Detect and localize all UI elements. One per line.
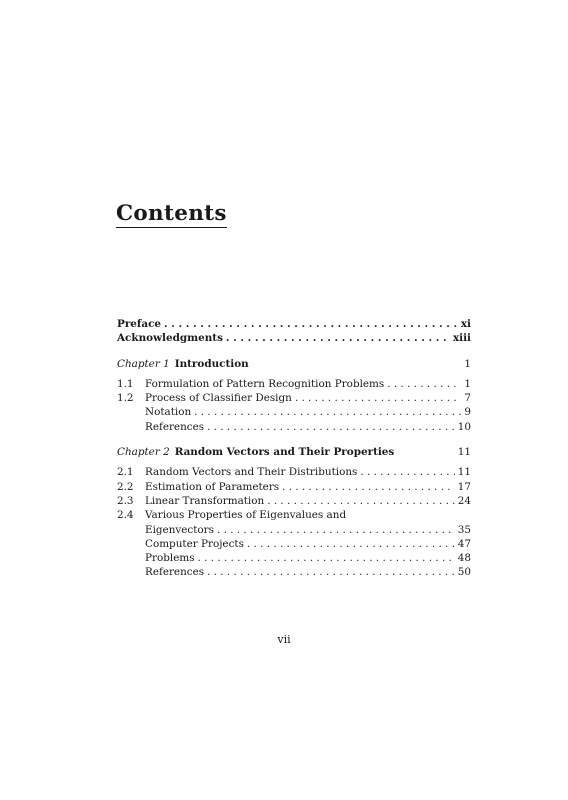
toc-entry-2-2[interactable] — [117, 480, 471, 494]
toc-entry-page: 11 — [457, 466, 471, 479]
toc-entry-page: 10 — [457, 420, 471, 433]
chapter-page: 11 — [457, 446, 471, 459]
toc-entry-acknowledgments[interactable] — [117, 331, 471, 345]
chapter-page: 1 — [464, 357, 471, 370]
toc-entry-notation[interactable] — [117, 405, 471, 419]
dot-leader — [198, 551, 455, 565]
chapter-title: Introduction — [174, 357, 249, 370]
toc-entry-references-ch1[interactable] — [117, 420, 471, 434]
toc-entry-title: Estimation of Parameters — [145, 480, 280, 493]
dot-leader — [226, 331, 450, 345]
toc-entry-page: 50 — [457, 566, 471, 579]
toc-entry-2-4-continued[interactable] — [117, 523, 471, 537]
section-number: 2.2 — [117, 480, 134, 493]
toc-entry-title: References — [145, 566, 205, 579]
chapter-2-heading[interactable] — [117, 445, 471, 459]
toc-entry-page: 35 — [457, 523, 471, 536]
toc-entry-page: 9 — [464, 406, 471, 419]
dot-leader — [282, 480, 455, 494]
page-number: vii — [277, 633, 291, 646]
toc-entry-1-1[interactable] — [117, 377, 471, 391]
toc-entry-title: Acknowledgments — [117, 332, 223, 345]
dot-leader — [217, 523, 455, 537]
table-of-contents — [117, 317, 471, 580]
toc-entry-title: Problems — [145, 552, 195, 565]
dot-leader — [207, 565, 455, 579]
toc-entry-2-1[interactable] — [117, 465, 471, 479]
toc-entry-title: Linear Transformation — [145, 494, 265, 507]
toc-entry-title: Process of Classifier Design — [145, 392, 292, 405]
toc-entry-references-ch2[interactable] — [117, 565, 471, 579]
chapter-title: Random Vectors and Their Properties — [174, 446, 395, 459]
toc-entry-page: xi — [460, 318, 471, 330]
toc-entry-page: 24 — [457, 494, 471, 507]
chapter-label: Chapter 2 — [117, 446, 170, 459]
dot-leader — [267, 494, 455, 508]
section-number: 2.1 — [117, 466, 134, 479]
toc-entry-2-3[interactable] — [117, 494, 471, 508]
toc-entry-title: Notation — [145, 406, 192, 419]
toc-entry-page: 17 — [457, 480, 471, 493]
section-number: 2.4 — [117, 509, 134, 522]
section-number: 1.1 — [117, 377, 134, 390]
dot-leader — [207, 420, 455, 434]
dot-leader — [164, 317, 458, 331]
dot-leader — [360, 465, 454, 479]
toc-entry-page: 47 — [457, 537, 471, 550]
toc-entry-computer-projects[interactable] — [117, 537, 471, 551]
chapter-1-heading[interactable] — [117, 357, 471, 371]
chapter-label: Chapter 1 — [117, 357, 170, 370]
toc-entry-page: 1 — [464, 377, 471, 390]
toc-entry-title: Random Vectors and Their Distributions — [145, 466, 358, 479]
toc-entry-problems[interactable] — [117, 551, 471, 565]
dot-leader — [387, 377, 461, 391]
toc-entry-title: Eigenvectors — [145, 523, 214, 536]
toc-entry-title: Formulation of Pattern Recognition Problems — [145, 377, 385, 390]
toc-entry-preface[interactable] — [117, 317, 471, 331]
toc-entry-page: 48 — [457, 552, 471, 565]
toc-entry-title: Computer Projects — [145, 537, 244, 550]
dot-leader — [194, 405, 461, 419]
dot-leader — [247, 537, 455, 551]
section-number: 2.3 — [117, 494, 134, 507]
toc-entry-2-4[interactable] — [117, 508, 471, 522]
toc-entry-title: References — [145, 420, 205, 433]
toc-entry-title: Various Properties of Eigenvalues and — [145, 509, 347, 522]
toc-entry-title: Preface — [117, 318, 162, 330]
toc-entry-page: xiii — [452, 332, 471, 345]
contents-heading: Contents — [116, 201, 227, 226]
toc-entry-page: 7 — [464, 392, 471, 405]
section-number: 1.2 — [117, 392, 134, 405]
toc-entry-1-2[interactable] — [117, 391, 471, 405]
dot-leader — [295, 391, 462, 405]
